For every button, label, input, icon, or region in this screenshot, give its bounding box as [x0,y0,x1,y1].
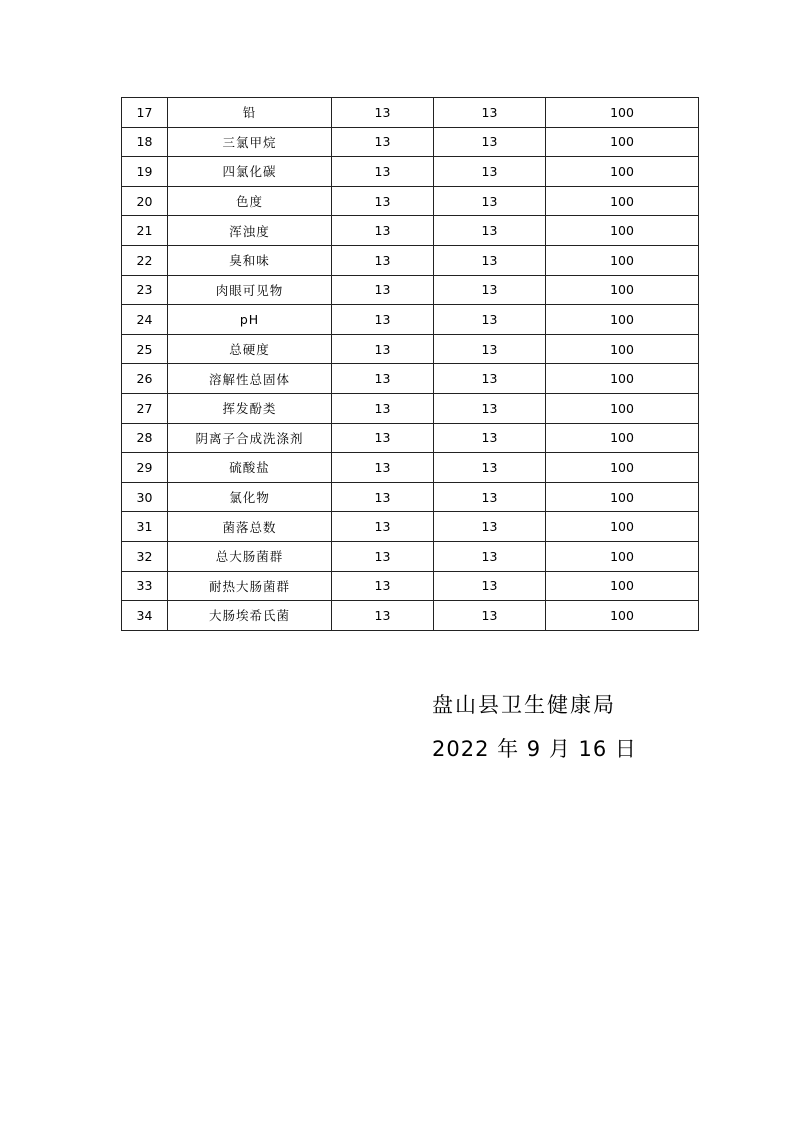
value-cell-1: 13 [332,601,434,631]
value-cell-2: 13 [434,216,546,246]
value-cell-1: 13 [332,157,434,187]
table-row [122,186,699,216]
value-cell-2: 13 [434,275,546,305]
table-row [122,601,699,631]
table-row [122,423,699,453]
value-cell-1: 13 [332,245,434,275]
table-row [122,393,699,423]
item-name-cell: pH [168,305,332,335]
value-cell-1: 13 [332,216,434,246]
row-number-cell: 31 [122,512,168,542]
value-cell-2: 13 [434,423,546,453]
value-cell-3: 100 [546,245,699,275]
table-row [122,245,699,275]
table-row [122,334,699,364]
value-cell-2: 13 [434,364,546,394]
value-cell-2: 13 [434,127,546,157]
value-cell-3: 100 [546,157,699,187]
row-number-cell: 28 [122,423,168,453]
value-cell-1: 13 [332,186,434,216]
row-number-cell: 19 [122,157,168,187]
row-number-cell: 25 [122,334,168,364]
value-cell-1: 13 [332,127,434,157]
table-row [122,157,699,187]
value-cell-2: 13 [434,571,546,601]
value-cell-2: 13 [434,393,546,423]
value-cell-2: 13 [434,157,546,187]
value-cell-3: 100 [546,364,699,394]
results-table-body [122,98,699,631]
value-cell-1: 13 [332,571,434,601]
value-cell-1: 13 [332,393,434,423]
item-name-cell: 铅 [168,98,332,128]
row-number-cell: 23 [122,275,168,305]
issue-date: 2022 年 9 月 16 日 [432,737,637,761]
value-cell-3: 100 [546,482,699,512]
row-number-cell: 22 [122,245,168,275]
table-row [122,512,699,542]
table-row [122,127,699,157]
value-cell-2: 13 [434,541,546,571]
value-cell-1: 13 [332,482,434,512]
row-number-cell: 29 [122,453,168,483]
table-row [122,98,699,128]
value-cell-2: 13 [434,334,546,364]
value-cell-3: 100 [546,423,699,453]
value-cell-1: 13 [332,453,434,483]
item-name-cell: 大肠埃希氏菌 [168,601,332,631]
item-name-cell: 三氯甲烷 [168,127,332,157]
table-row [122,305,699,335]
item-name-cell: 硫酸盐 [168,453,332,483]
item-name-cell: 臭和味 [168,245,332,275]
table-row [122,216,699,246]
value-cell-1: 13 [332,512,434,542]
item-name-cell: 氯化物 [168,482,332,512]
value-cell-2: 13 [434,512,546,542]
row-number-cell: 21 [122,216,168,246]
value-cell-1: 13 [332,364,434,394]
row-number-cell: 33 [122,571,168,601]
value-cell-3: 100 [546,275,699,305]
item-name-cell: 菌落总数 [168,512,332,542]
value-cell-3: 100 [546,305,699,335]
row-number-cell: 34 [122,601,168,631]
value-cell-1: 13 [332,423,434,453]
value-cell-1: 13 [332,305,434,335]
value-cell-1: 13 [332,98,434,128]
item-name-cell: 总硬度 [168,334,332,364]
item-name-cell: 四氯化碳 [168,157,332,187]
value-cell-2: 13 [434,601,546,631]
value-cell-3: 100 [546,512,699,542]
value-cell-3: 100 [546,334,699,364]
value-cell-3: 100 [546,541,699,571]
row-number-cell: 26 [122,364,168,394]
value-cell-3: 100 [546,571,699,601]
value-cell-3: 100 [546,186,699,216]
value-cell-3: 100 [546,98,699,128]
value-cell-2: 13 [434,245,546,275]
item-name-cell: 挥发酚类 [168,393,332,423]
item-name-cell: 浑浊度 [168,216,332,246]
item-name-cell: 阴离子合成洗涤剂 [168,423,332,453]
table-row [122,364,699,394]
results-table [121,97,699,631]
row-number-cell: 32 [122,541,168,571]
table-row [122,482,699,512]
table-row [122,275,699,305]
value-cell-3: 100 [546,393,699,423]
row-number-cell: 30 [122,482,168,512]
row-number-cell: 20 [122,186,168,216]
value-cell-2: 13 [434,482,546,512]
value-cell-2: 13 [434,453,546,483]
item-name-cell: 溶解性总固体 [168,364,332,394]
value-cell-3: 100 [546,216,699,246]
table-row [122,571,699,601]
value-cell-1: 13 [332,334,434,364]
table-row [122,541,699,571]
item-name-cell: 色度 [168,186,332,216]
value-cell-2: 13 [434,305,546,335]
value-cell-2: 13 [434,186,546,216]
value-cell-2: 13 [434,98,546,128]
item-name-cell: 肉眼可见物 [168,275,332,305]
row-number-cell: 24 [122,305,168,335]
row-number-cell: 27 [122,393,168,423]
value-cell-3: 100 [546,127,699,157]
value-cell-1: 13 [332,275,434,305]
value-cell-1: 13 [332,541,434,571]
value-cell-3: 100 [546,601,699,631]
item-name-cell: 总大肠菌群 [168,541,332,571]
table-row [122,453,699,483]
value-cell-3: 100 [546,453,699,483]
issuing-organization: 盘山县卫生健康局 [432,693,616,717]
row-number-cell: 17 [122,98,168,128]
row-number-cell: 18 [122,127,168,157]
signature-block [432,695,637,760]
item-name-cell: 耐热大肠菌群 [168,571,332,601]
